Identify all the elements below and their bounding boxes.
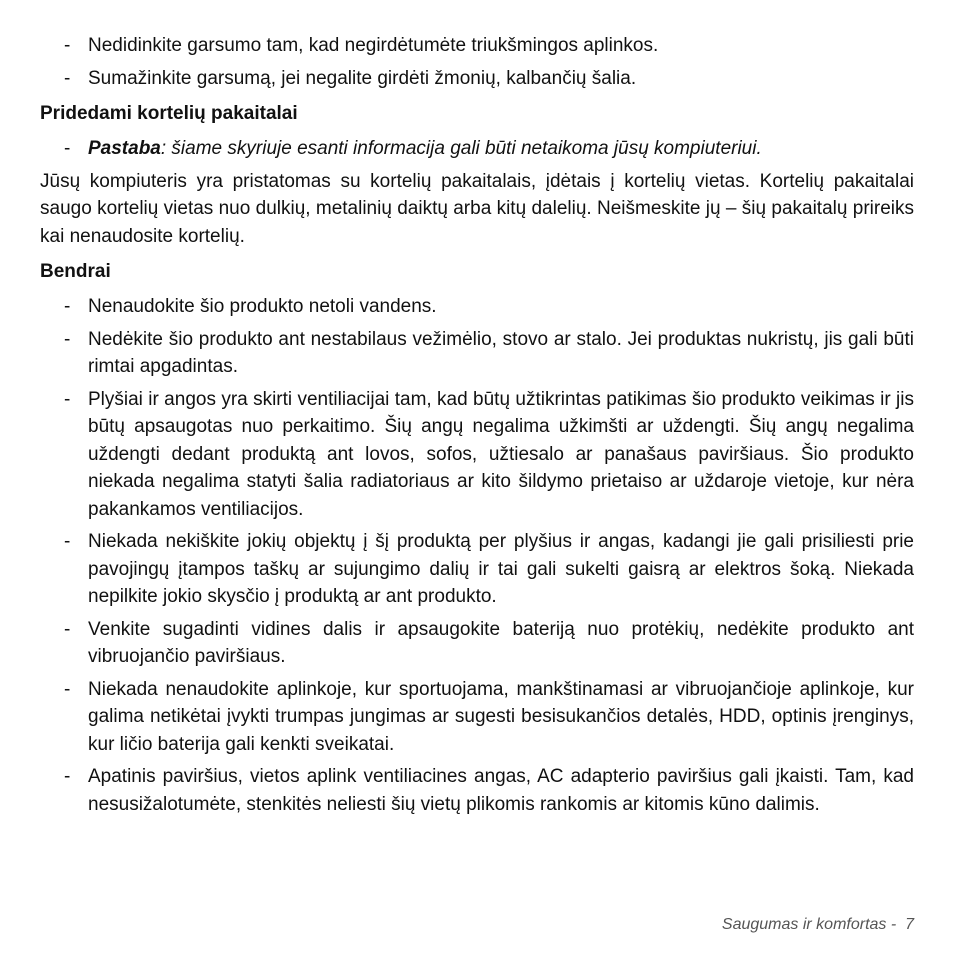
dash-marker: - [64, 388, 71, 410]
dash-marker: - [64, 678, 71, 700]
list-item [40, 616, 914, 671]
list-item [40, 386, 914, 524]
list-item-text: Venkite sugadinti vidines dalis ir apsaugokite bateriją nuo protėkių, nedėkite produkto ant vibruojančio paviršiaus. [88, 618, 914, 667]
section-heading-general: Bendrai [40, 261, 111, 282]
list-item [40, 763, 914, 818]
card-placeholders-paragraph: Jūsų kompiuteris yra pristatomas su kortelių pakaitalais, įdėtais į kortelių vietas. Kortelių pakaitalai saugo kortelių vietas nuo dulkių, metalinių daiktų arba kitų dalelių. Neišmeskite jų – šių pakaitalų prireiks kai nenaudosite kortelių. [40, 170, 914, 247]
list-item [40, 326, 914, 381]
list-item-text: Plyšiai ir angos yra skirti ventiliacijai tam, kad būtų užtikrintas patikimas šio produkto veikimas ir jis būtų apsaugotas nuo perkaitimo. Šių angų negalima užkimšti ar uždengti. Šių angų negalima uždengti dedant produktą ant lovos, sofos, užtiesalo ar panašaus paviršiaus. Šio produkto niekada negalima statyti šalia radiatoriaus ar kito šildymo prietaiso ar uždaroje vietoje, kur nėra pakankamos ventiliacijos. [88, 388, 914, 520]
list-item [40, 676, 914, 759]
general-bullet-list [40, 293, 914, 818]
page-number: 7 [905, 916, 914, 933]
dash-marker: - [64, 531, 71, 552]
dash-marker: - [64, 67, 71, 89]
list-item-text: Niekada nenaudokite aplinkoje, kur sportuojama, mankštinamasi ar vibruojančioje aplinkoje, kur galima netikėtai įvykti trumpas jungimas ar sugesti besisukančios detalės, HDD, optinis įrenginys, kur ličio baterija gali kenkti sveikatai. [88, 678, 914, 755]
document-page [40, 32, 914, 818]
note-list [40, 135, 914, 163]
list-item-text: Apatinis paviršius, vietos aplink ventiliacines angas, AC adapterio paviršius gali įkaisti. Tam, kad nesusižalotumėte, stenkitės neliesti šių vietų plikomis rankomis ar kitomis kūno dalimis. [88, 766, 914, 815]
note-item [40, 135, 914, 163]
dash-marker: - [64, 618, 71, 640]
list-item-text: Nenaudokite šio produkto netoli vandens. [88, 296, 437, 317]
note-label: Pastaba [88, 138, 161, 159]
section-heading-card-placeholders: Pridedami kortelių pakaitalai [40, 103, 298, 124]
dash-marker: - [64, 328, 71, 350]
list-item-text: Nedidinkite garsumo tam, kad negirdėtumėte triukšmingos aplinkos. [88, 35, 659, 56]
list-item [40, 65, 914, 93]
dash-marker: - [64, 138, 71, 159]
list-item [40, 32, 914, 60]
dash-marker: - [64, 35, 71, 56]
dash-marker: - [64, 296, 71, 317]
list-item-text: Nedėkite šio produkto ant nestabilaus vežimėlio, stovo ar stalo. Jei produktas nukristų, jis gali būti rimtai apgadintas. [88, 328, 914, 377]
footer-separator: - [886, 916, 906, 933]
note-text: : šiame skyriuje esanti informacija gali būti netaikoma jūsų kompiuteriui. [160, 138, 762, 159]
page-footer [722, 916, 914, 934]
list-item [40, 293, 914, 321]
list-item-text: Sumažinkite garsumą, jei negalite girdėti žmonių, kalbančių šalia. [88, 67, 637, 89]
dash-marker: - [64, 766, 71, 787]
list-item-text: Niekada nekiškite jokių objektų į šį produktą per plyšius ir angas, kadangi jie gali prisiliesti prie pavojingų įtampos taškų ar sujungimo dalių ir tai gali sukelti gaisrą ar elektros šoką. Niekada nepilkite jokio skysčio į produktą ar ant produkto. [88, 531, 914, 607]
footer-section-title: Saugumas ir komfortas [721, 916, 887, 933]
list-item [40, 528, 914, 611]
top-bullet-list [40, 32, 914, 92]
